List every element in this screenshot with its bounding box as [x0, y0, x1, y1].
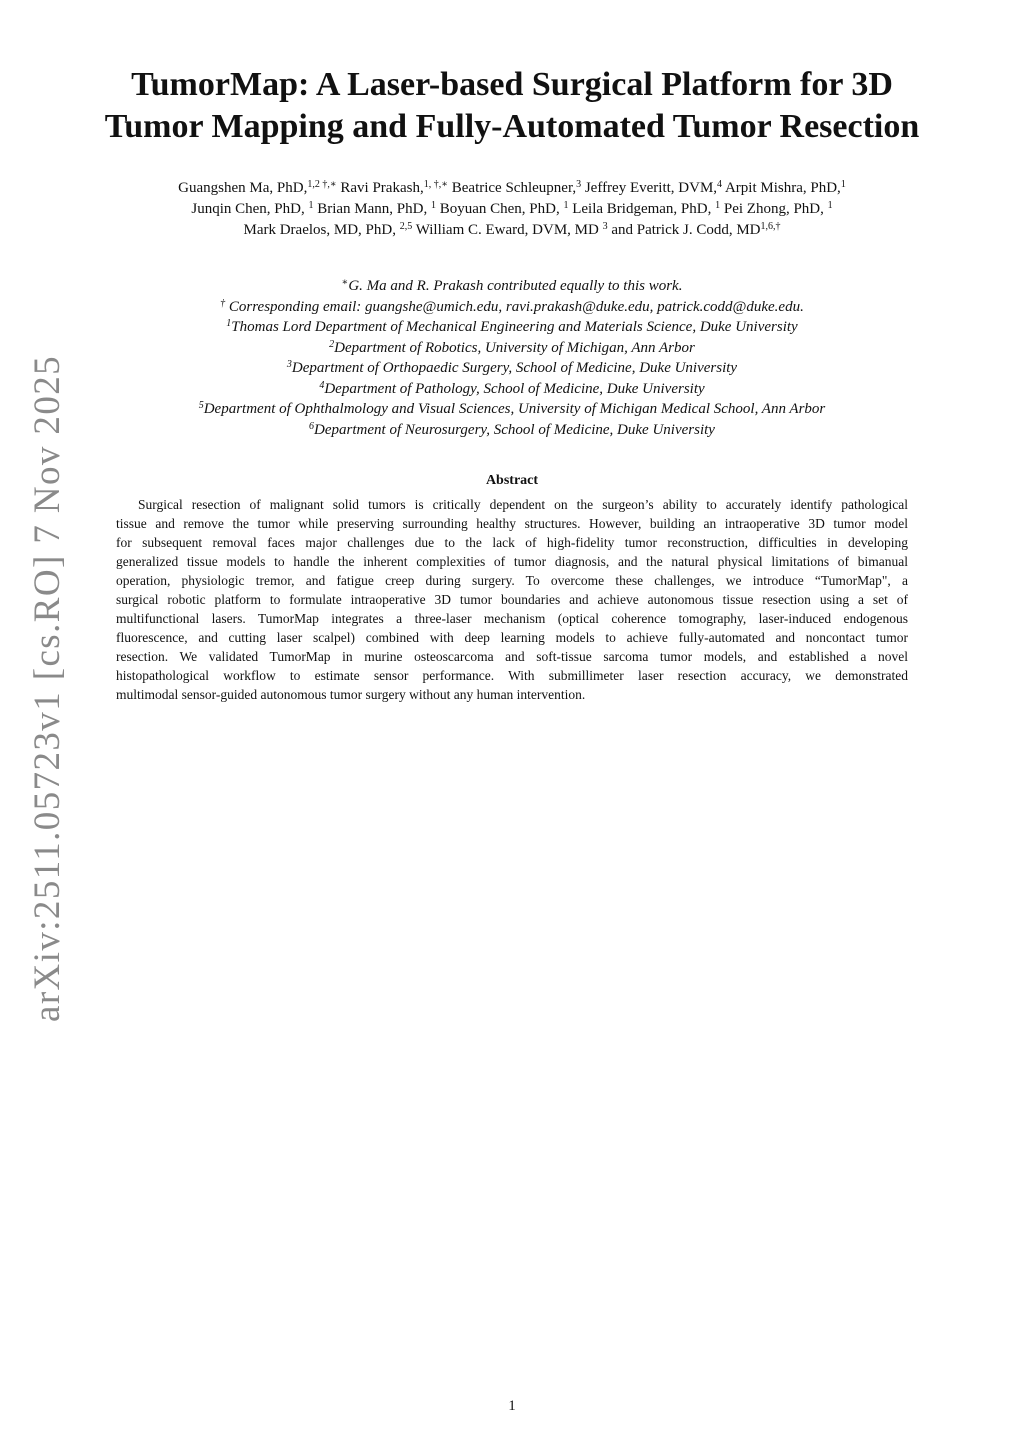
abstract-line: fluorescence, and cutting laser scalpel) combined with deep learning models to achieve fully-automated and noncontact tumor [116, 630, 908, 645]
affiliation-mark: † [220, 297, 226, 309]
abstract-line: for subsequent removal faces major challenges due to the lack of high-fidelity tumor reconstruction, difficulties in developing [116, 535, 908, 550]
author-affiliation-mark: 1 [430, 200, 436, 211]
abstract-text [116, 495, 908, 704]
affiliation-item [60, 358, 964, 379]
affiliation-text: Thomas Lord Department of Mechanical Engineering and Materials Science, Duke University [231, 319, 798, 335]
abstract-line: surgical robotic platform to formulate intraoperative 3D tumor boundaries and achieve autonomous tissue resection using a set of [116, 592, 908, 607]
author-affiliation-mark: 1 [563, 200, 569, 211]
author-affiliation-mark: 2,5 [399, 221, 413, 232]
author-name: Brian Mann, PhD, [317, 201, 428, 217]
author-affiliation-mark: 1, †,∗ [423, 179, 448, 190]
author-affiliation-mark: 3 [602, 221, 608, 232]
abstract-heading: Abstract [485, 473, 539, 488]
affiliation-text: Department of Pathology, School of Medicine, Duke University [324, 380, 705, 397]
author-name: Beatrice Schleupner, [451, 180, 577, 196]
author-affiliation-mark: 1 [715, 200, 721, 211]
author-name: Jeffrey Everitt, DVM, [584, 180, 718, 196]
abstract-line: tissue and remove the tumor while preserving surrounding healthy structures. However, building an intraoperative 3D tumor model [116, 516, 908, 531]
author-list [60, 178, 964, 241]
affiliation-mark: 5 [198, 400, 204, 411]
author-affiliation-mark: 4 [717, 179, 723, 190]
author-line-1 [60, 178, 964, 199]
equal-contribution-note [60, 276, 964, 297]
page-number: 1 [508, 1398, 516, 1414]
author-line-2 [60, 199, 964, 220]
author-name: Mark Draelos, MD, PhD, [243, 222, 396, 238]
author-affiliation-mark: 1,2 †,∗ [307, 179, 337, 190]
author-name: William C. Eward, DVM, MD [415, 222, 599, 238]
abstract-line: resection. We validated TumorMap in murine osteoscarcoma and soft-tissue sarcoma tumor models, and established a novel [116, 649, 908, 664]
abstract-line: histopathological workflow to estimate sensor performance. With submillimeter laser resection accuracy, we demonstrated [116, 668, 908, 683]
abstract-line: Surgical resection of malignant solid tumors is critically dependent on the surgeon’s ability to accurately identify pathological [138, 497, 908, 512]
affiliation-text: Department of Ophthalmology and Visual Sciences, University of Michigan Medical School, Ann Arbor [203, 401, 826, 417]
affiliation-item [60, 338, 964, 359]
author-name: Junqin Chen, PhD, [191, 201, 305, 217]
affiliation-item [60, 379, 964, 400]
affiliation-mark: 4 [319, 379, 325, 391]
author-affiliation-mark: 1 [827, 200, 833, 211]
paper-title [60, 64, 964, 148]
author-name: Ravi Prakash, [340, 180, 424, 196]
author-name: Pei Zhong, PhD, [723, 201, 824, 217]
corresponding-email-note [60, 297, 964, 318]
affiliation-mark: 1 [226, 318, 232, 329]
author-name: and Patrick J. Codd, MD [611, 222, 761, 238]
affiliation-mark: 6 [309, 420, 315, 432]
affiliation-text: Department of Neurosurgery, School of Medicine, Duke University [314, 421, 715, 438]
author-affiliation-mark: 3 [576, 179, 582, 190]
author-affiliation-mark: 1 [840, 179, 846, 190]
abstract-line: multimodal sensor-guided autonomous tumor surgery without any human intervention. [116, 687, 586, 702]
abstract-line: multifunctional lasers. TumorMap integrates a three-laser mechanism (optical coherence tomography, laser-induced endogenous [116, 611, 908, 626]
paper-title-line-1: TumorMap: A Laser-based Surgical Platform for 3D [131, 66, 893, 103]
affiliation-text: G. Ma and R. Prakash contributed equally to this work. [348, 278, 683, 294]
affiliation-item [60, 420, 964, 441]
abstract-line: generalized tissue models to handle the inherent complexities of tumor diagnosis, and the natural physical limitations of bimanual [116, 554, 908, 569]
author-name: Guangshen Ma, PhD, [178, 180, 308, 196]
paper-title-line-2: Tumor Mapping and Fully-Automated Tumor Resection [104, 108, 920, 145]
affiliation-text: Department of Orthopaedic Surgery, School of Medicine, Duke University [291, 360, 738, 376]
author-name: Leila Bridgeman, PhD, [572, 201, 712, 217]
author-name: Arpit Mishra, PhD, [724, 180, 841, 196]
author-affiliation-mark: 1,6,† [760, 221, 781, 232]
affiliation-mark: ∗ [341, 277, 349, 288]
author-name: Boyuan Chen, PhD, [439, 201, 560, 217]
affiliation-item [60, 317, 964, 338]
affiliation-text: Corresponding email: guangshe@umich.edu, ravi.prakash@duke.edu, patrick.codd@duke.edu. [225, 298, 804, 315]
affiliation-item [60, 399, 964, 420]
author-affiliation-mark: 1 [308, 200, 314, 211]
affiliation-mark: 2 [329, 338, 335, 350]
author-line-3 [60, 220, 964, 241]
arxiv-identifier-stamp: arXiv:2511.05723v1 [cs.RO] 7 Nov 2025 [27, 354, 68, 1022]
affiliation-text: Department of Robotics, University of Michigan, Ann Arbor [334, 339, 695, 356]
affiliation-list [60, 276, 964, 440]
affiliation-mark: 3 [286, 359, 292, 370]
abstract-line: operation, physiologic tremor, and fatigue creep during surgery. To overcome these challenges, we introduce “TumorMap", a [116, 573, 908, 588]
